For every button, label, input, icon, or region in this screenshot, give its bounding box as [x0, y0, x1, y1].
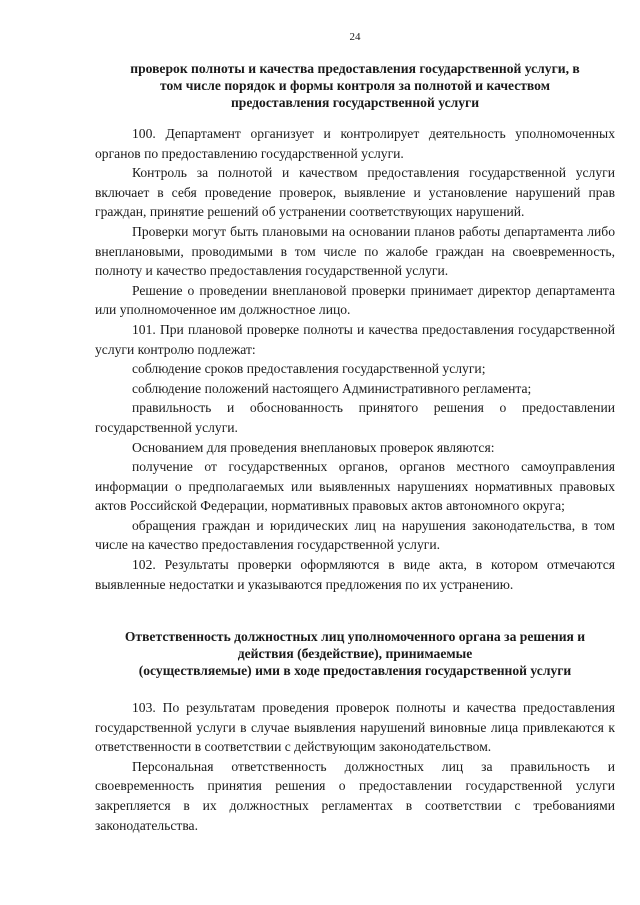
- paragraph: Проверки могут быть плановыми на основании планов работы департамента либо внеплановыми, проводимыми в том числе по жалобе граждан на своевременность, полноту и качество предоставления государственной услуги.: [95, 223, 615, 279]
- list-item: обращения граждан и юридических лиц на нарушения законодательства, в том числе на качество предоставления государственной услуги.: [95, 517, 615, 553]
- paragraph: Контроль за полнотой и качеством предоставления государственной услуги включает в себя проведение проверок, выявление и установление нарушений прав граждан, принятие решений об устранении соответствующих нарушений.: [95, 165, 615, 220]
- heading-line: предоставления государственной услуги: [230, 95, 480, 110]
- heading-line: Ответственность должностных лиц уполномоченного органа за решения и: [124, 629, 586, 644]
- paragraph: 101. При плановой проверке полноты и качества предоставления государственной услуги контролю подлежат:: [95, 321, 615, 357]
- heading-line: (осуществляемые) ими в ходе предоставления государственной услуги: [138, 663, 572, 678]
- paragraph: 102. Результаты проверки оформляются в виде акта, в котором отмечаются выявленные недостатки и указываются предложения по их устранению.: [95, 557, 615, 592]
- paragraph: 103. По результатам проведения проверок полноты и качества предоставления государственной услуги в случае выявления нарушений виновные лица привлекаются к ответственности в соответствии с действующим законодательством.: [95, 700, 615, 755]
- section-heading-responsibility: [95, 628, 615, 679]
- section-body-control: [95, 124, 615, 594]
- paragraph: Основанием для проведения внеплановых проверок являются:: [132, 439, 495, 455]
- heading-line: действия (бездействие), принимаемые: [237, 646, 473, 661]
- section-heading-control: [95, 60, 615, 111]
- heading-line: том числе порядок и формы контроля за полнотой и качеством: [160, 78, 550, 93]
- list-item: соблюдение положений настоящего Административного регламента;: [132, 380, 532, 396]
- paragraph: Персональная ответственность должностных лиц за правильность и своевременность принятия решения о предоставлении государственной услуги закрепляется в их должностных регламентах в соответствии с требованиями законодательства.: [95, 758, 615, 833]
- list-item: правильность и обоснованность принятого решения о предоставлении государственной услуги.: [95, 400, 615, 435]
- list-item: соблюдение сроков предоставления государственной услуги;: [132, 361, 486, 377]
- heading-line: проверок полноты и качества предоставления государственной услуги, в: [130, 61, 580, 76]
- paragraph: Решение о проведении внеплановой проверки принимает директор департамента или уполномоченное им должностное лицо.: [95, 282, 615, 318]
- list-item: получение от государственных органов, органов местного самоуправления информации о предполагаемых или выявленных нарушениях нормативных правовых актов Российской Федерации, нормативных правовых актов автономного округа;: [95, 459, 615, 514]
- page-number: 24: [349, 31, 361, 43]
- section-body-responsibility: [95, 698, 615, 835]
- paragraph: 100. Департамент организует и контролирует деятельность уполномоченных органов по предоставлению государственной услуги.: [95, 126, 615, 161]
